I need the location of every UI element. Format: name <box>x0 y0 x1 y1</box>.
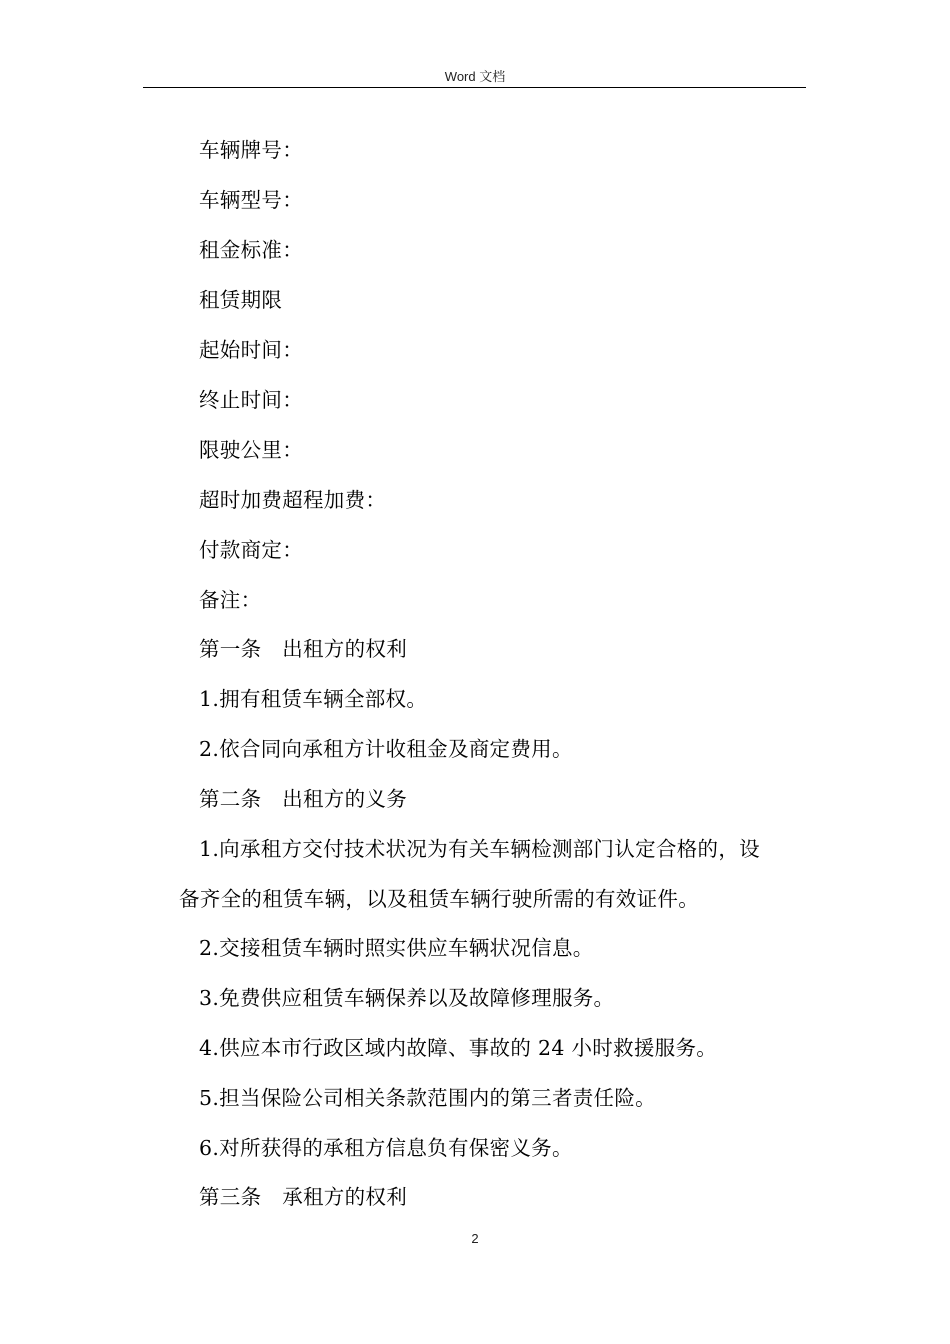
article-2-item-4: 4.供应本市行政区域内故障、事故的 24 小时救援服务。 <box>199 1036 718 1060</box>
page-number: 2 <box>471 1231 479 1246</box>
article-heading-1: 第一条 出租方的权利 <box>199 637 407 661</box>
field-mileage-limit: 限驶公里： <box>199 438 303 462</box>
field-remarks: 备注： <box>199 588 262 612</box>
article-heading-3: 第三条 承租方的权利 <box>199 1185 407 1209</box>
field-end-time: 终止时间： <box>199 388 303 412</box>
field-plate-number: 车辆牌号： <box>199 138 303 162</box>
field-lease-term: 租赁期限 <box>199 288 283 312</box>
field-vehicle-model: 车辆型号： <box>199 188 303 212</box>
article-2-item-1: 1.向承租方交付技术状况为有关车辆检测部门认定合格的，设 <box>199 837 760 861</box>
page-header: Word 文档 <box>444 69 506 84</box>
article-2-item-5: 5.担当保险公司相关条款范围内的第三者责任险。 <box>199 1086 656 1110</box>
article-2-item-1-continued: 备齐全的租赁车辆，以及租赁车辆行驶所需的有效证件。 <box>179 887 699 911</box>
field-payment-terms: 付款商定： <box>199 538 303 562</box>
article-1-item-2: 2.依合同向承租方计收租金及商定费用。 <box>199 737 573 761</box>
article-2-item-6: 6.对所获得的承租方信息负有保密义务。 <box>199 1136 573 1160</box>
article-2-item-3: 3.免费供应租赁车辆保养以及故障修理服务。 <box>199 986 615 1010</box>
field-rent-standard: 租金标准： <box>199 238 303 262</box>
article-1-item-1: 1.拥有租赁车辆全部权。 <box>199 687 428 711</box>
field-overtime-fees: 超时加费超程加费： <box>199 488 387 512</box>
field-start-time: 起始时间： <box>199 338 303 362</box>
article-2-item-2: 2.交接租赁车辆时照实供应车辆状况信息。 <box>199 936 594 960</box>
article-heading-2: 第二条 出租方的义务 <box>199 787 407 811</box>
